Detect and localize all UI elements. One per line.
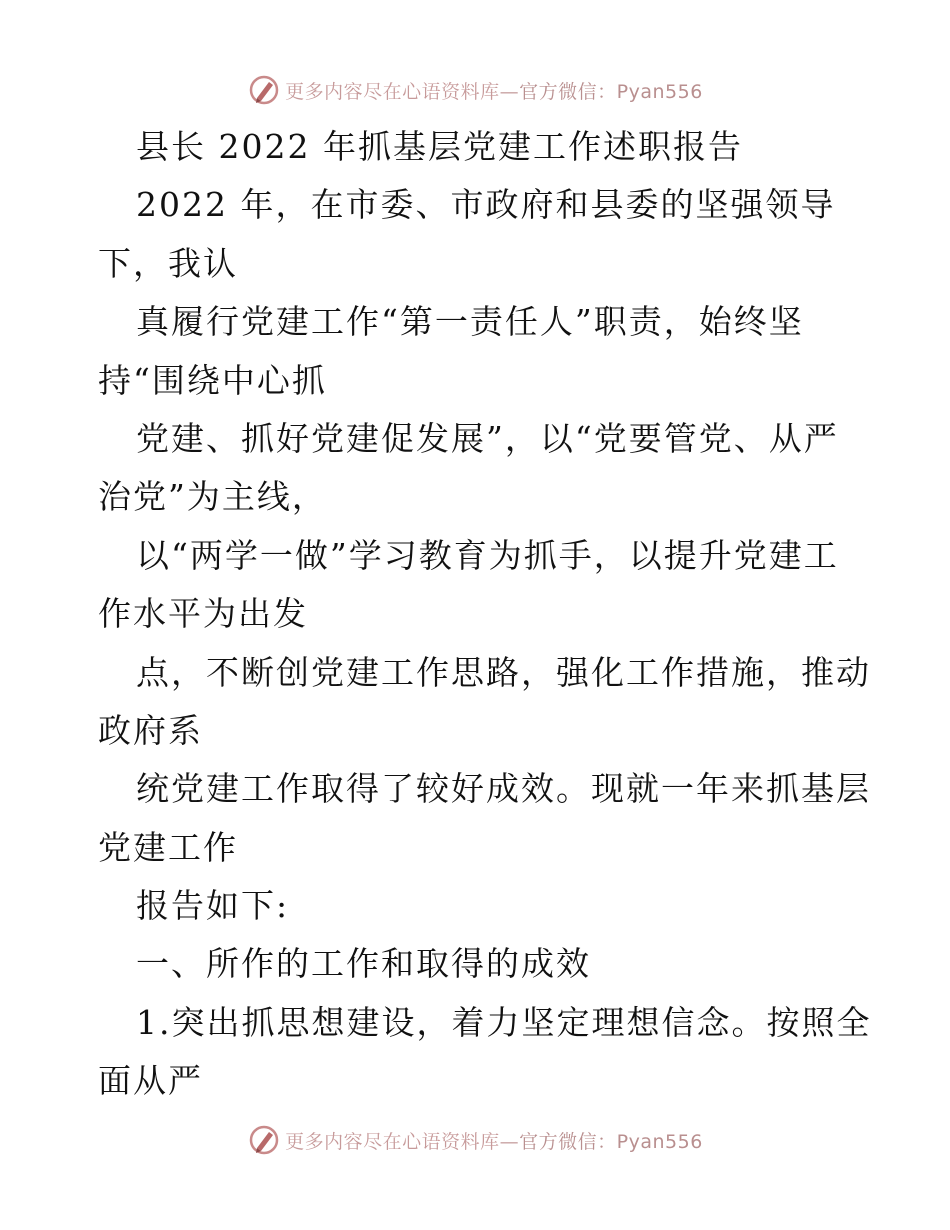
watermark-wechat: 官方微信：Pyan556 [519,80,703,103]
watermark-dash: — [499,80,520,103]
paragraph-line: 2022 年，在市委、市政府和县委的坚强领导 [136,185,836,225]
watermark-site-name: 更多内容尽在心语资料库 [285,1130,500,1153]
header-watermark [0,70,950,110]
paragraph-line: 以“两学一做”学习教育为抓手，以提升党建工 [136,535,839,575]
pen-logo-icon [247,73,281,107]
paragraph-line: 统党建工作取得了较好成效。现就一年来抓基层 [136,769,871,809]
pen-logo-icon [247,1123,281,1157]
section-heading: 一、所作的工作和取得的成效 [136,944,591,984]
paragraph-line: 下，我认 [98,243,238,283]
paragraph-line: 政府系 [98,710,203,750]
paragraph-line: 真履行党建工作“第一责任人”职责，始终坚 [136,302,804,342]
watermark-dash: — [499,1130,520,1153]
footer-watermark [0,1120,950,1160]
paragraph-line: 持“围绕中心抓 [98,360,327,400]
paragraph-line: 党建工作 [98,827,238,867]
paragraph-line: 点，不断创党建工作思路，强化工作措施，推动 [136,652,871,692]
watermark-wechat: 官方微信：Pyan556 [519,1130,703,1153]
paragraph-line: 治党”为主线， [98,477,327,517]
paragraph-line: 面从严 [98,1061,203,1101]
document-title: 县长 2022 年抓基层党建工作述职报告 [136,127,743,166]
watermark-site-name: 更多内容尽在心语资料库 [285,80,500,103]
paragraph-line: 党建、抓好党建促发展”，以“党要管党、从严 [136,418,839,458]
document-body [98,118,872,1111]
paragraph-line: 1.突出抓思想建设，着力坚定理想信念。按照全 [136,1002,872,1042]
paragraph-line: 报告如下: [136,886,290,926]
paragraph-line: 作水平为出发 [98,594,308,634]
